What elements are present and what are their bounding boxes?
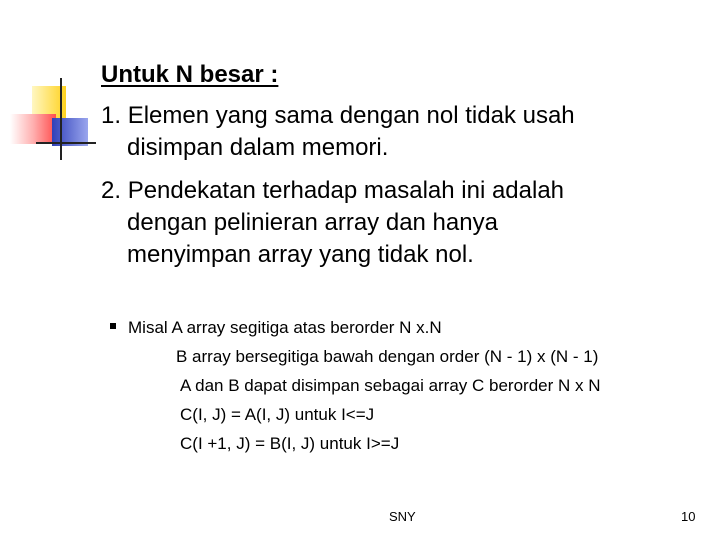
red-square	[10, 114, 56, 144]
square-bullet-icon	[110, 323, 116, 329]
slide-heading: Untuk N besar :	[101, 61, 279, 88]
numbered-item-2	[101, 175, 564, 271]
bullet-line-4: C(I, J) = A(I, J) untuk I<=J	[180, 405, 375, 424]
page-number: 10	[681, 509, 696, 524]
item-line: disimpan dalam memori.	[127, 134, 389, 161]
footer-author: SNY	[389, 509, 416, 524]
item-line: Elemen yang sama dengan nol tidak usah	[127, 102, 575, 129]
item-line: menyimpan array yang tidak nol.	[127, 241, 474, 268]
bullet-line-5: C(I +1, J) = B(I, J) untuk I>=J	[180, 434, 400, 453]
item-number: 2.	[101, 177, 122, 204]
bullet-line-1: Misal A array segitiga atas berorder N x.N	[128, 318, 442, 337]
item-line: dengan pelinieran array dan hanya	[127, 209, 498, 236]
decorative-squares-graphic	[0, 0, 110, 170]
bullet-line-3: A dan B dapat disimpan sebagai array C berorder N x N	[180, 376, 601, 395]
item-number: 1.	[101, 102, 122, 129]
blue-square	[52, 118, 88, 146]
bullet-line-2: B array bersegitiga bawah dengan order (N - 1) x (N - 1)	[176, 347, 599, 366]
numbered-item-1	[101, 100, 575, 164]
item-line: Pendekatan terhadap masalah ini adalah	[127, 177, 565, 204]
